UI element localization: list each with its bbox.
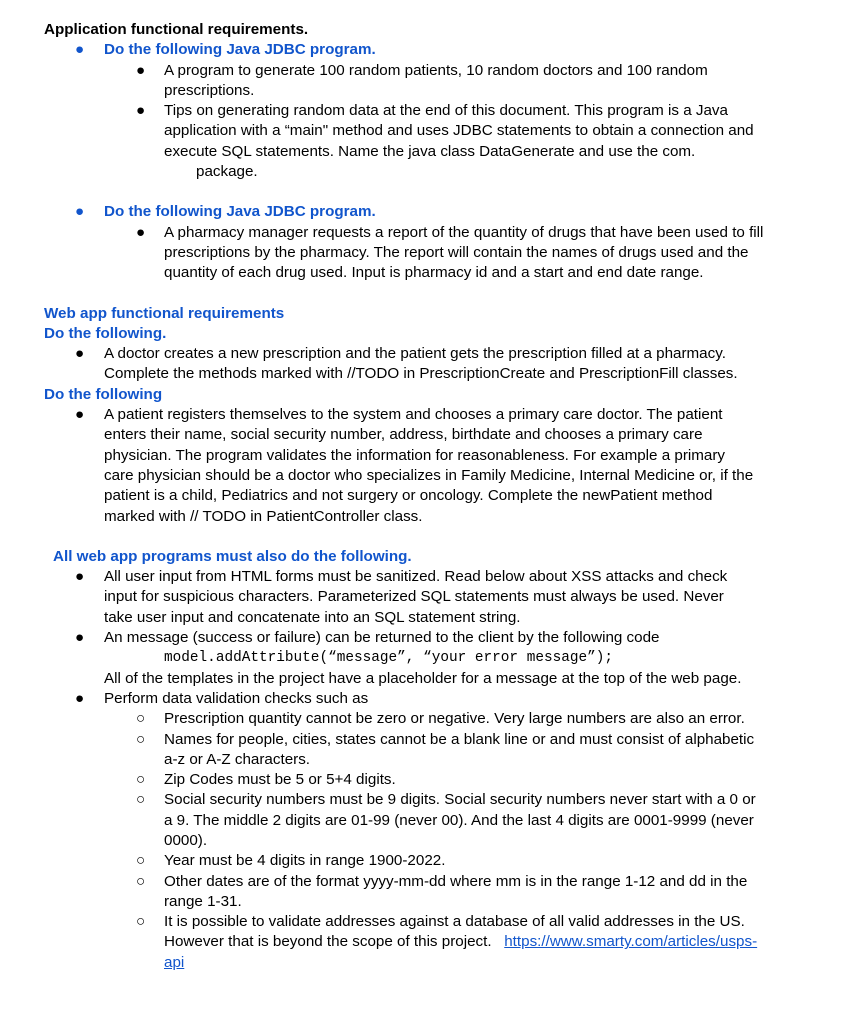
bullet-icon: ● — [75, 568, 85, 586]
text-line: input for suspicious characters. Parameterized SQL statements must always be used. Never — [104, 588, 724, 606]
code-snippet: model.addAttribute(“message”, “your error message”); — [164, 650, 614, 667]
bullet-icon: ● — [75, 406, 85, 424]
text-line: All of the templates in the project have a placeholder for a message at the top of the web page. — [104, 669, 742, 687]
text-line: marked with // TODO in PatientController class. — [104, 507, 423, 525]
text-line: execute SQL statements. Name the java class DataGenerate and use the com. — [164, 142, 696, 160]
all-web-bullet-3 — [0, 689, 864, 709]
text-line: A doctor creates a new prescription and the patient gets the prescription filled at a pharmacy. — [104, 345, 726, 363]
app-req-item-2-label: Do the following Java JDBC program. — [104, 203, 376, 221]
check-item — [0, 790, 864, 851]
text-line: Tips on generating random data at the end of this document. This program is a Java — [164, 102, 728, 120]
text-line: An message (success or failure) can be returned to the client by the following code — [104, 629, 660, 647]
bullet-icon: ● — [75, 629, 85, 647]
text-line: range 1-31. — [164, 892, 242, 910]
smarty-usps-link-continued[interactable]: api — [164, 953, 185, 971]
text-line: A patient registers themselves to the system and chooses a primary care doctor. The patient — [104, 406, 723, 424]
app-req-item-1-label: Do the following Java JDBC program. — [104, 41, 376, 59]
text-line: a-z or A-Z characters. — [164, 750, 311, 768]
text-line: Perform data validation checks such as — [104, 689, 369, 707]
text-line: quantity of each drug used. Input is pharmacy id and a start and end date range. — [164, 264, 704, 282]
check-item — [0, 770, 864, 790]
bullet-icon: ● — [75, 689, 85, 707]
text-line — [164, 932, 864, 952]
web-sec2-item — [0, 405, 864, 527]
bullet-icon: ● — [75, 203, 85, 221]
bullet-icon: ● — [136, 223, 146, 241]
circle-bullet-icon: ○ — [136, 730, 146, 748]
text-line: All user input from HTML forms must be sanitized. Read below about XSS attacks and check — [104, 568, 728, 586]
check-item — [0, 709, 864, 729]
app-requirements-title: Application functional requirements. — [44, 21, 309, 38]
bullet-icon: ● — [75, 41, 85, 59]
bullet-icon: ● — [75, 345, 85, 363]
text-line: It is possible to validate addresses against a database of all valid addresses in the US. — [164, 913, 745, 931]
text-line: care physician should be a doctor who specializes in Family Medicine, Internal Medicine or, if the — [104, 466, 754, 484]
text-line: A program to generate 100 random patients, 10 random doctors and 100 random — [164, 61, 708, 79]
all-web-heading: All web app programs must also do the following. — [53, 547, 412, 565]
text-line: Year must be 4 digits in range 1900-2022. — [164, 852, 446, 870]
text-line: prescriptions by the pharmacy. The report will contain the names of drugs used and the — [164, 243, 749, 261]
text-line: a 9. The middle 2 digits are 01-99 (never 00). And the last 4 digits are 0001-9999 (never — [164, 811, 754, 829]
text-line: prescriptions. — [164, 81, 255, 99]
text-line: Complete the methods marked with //TODO in PrescriptionCreate and PrescriptionFill classes. — [104, 365, 738, 383]
text-line: 0000). — [164, 831, 208, 849]
web-sec1-item — [0, 344, 864, 385]
text-line: patient is a child, Pediatrics and not surgery or oncology. Complete the newPatient method — [104, 487, 713, 505]
bullet-icon: ● — [136, 102, 146, 120]
bullet-icon: ● — [136, 61, 146, 79]
text-line: Names for people, cities, states cannot be a blank line or and must consist of alphabetic — [164, 730, 755, 748]
circle-bullet-icon: ○ — [136, 710, 146, 728]
circle-bullet-icon: ○ — [136, 791, 146, 809]
app-req-1-sub-2 — [0, 101, 864, 182]
app-req-1-sub-1 — [0, 61, 864, 102]
web-sec1-heading: Do the following. — [44, 324, 167, 342]
text-line: take user input and concatenate into an SQL statement string. — [104, 608, 521, 626]
text-segment: However that is beyond the scope of this project. — [164, 933, 492, 951]
text-line: package. — [196, 163, 258, 181]
text-line: Social security numbers must be 9 digits. Social security numbers never start with a 0 or — [164, 791, 756, 809]
check-item — [0, 851, 864, 871]
text-line: A pharmacy manager requests a report of the quantity of drugs that have been used to fill — [164, 223, 764, 241]
check-item — [0, 730, 864, 771]
app-req-item-1 — [0, 40, 864, 60]
app-req-2-sub-1 — [0, 223, 864, 284]
smarty-usps-link[interactable]: https://www.smarty.com/articles/usps- — [504, 933, 758, 951]
text-line: physician. The program validates the information for reasonableness. For example a primary — [104, 446, 726, 464]
text-line: application with a “main" method and uses JDBC statements to obtain a connection and — [164, 122, 754, 140]
circle-bullet-icon: ○ — [136, 913, 146, 931]
text-line: Zip Codes must be 5 or 5+4 digits. — [164, 771, 396, 789]
check-item — [0, 872, 864, 913]
all-web-bullet-2 — [0, 628, 864, 689]
text-line: Other dates are of the format yyyy-mm-dd where mm is in the range 1-12 and dd in the — [164, 872, 748, 890]
text-line: Prescription quantity cannot be zero or negative. Very large numbers are also an error. — [164, 710, 745, 728]
web-sec2-heading: Do the following — [44, 385, 163, 403]
circle-bullet-icon: ○ — [136, 771, 146, 789]
all-web-bullet-1 — [0, 567, 864, 628]
app-req-item-2 — [0, 202, 864, 222]
text-line: enters their name, social security number, address, birthdate and chooses a primary care — [104, 426, 703, 444]
web-requirements-title: Web app functional requirements — [44, 304, 285, 322]
circle-bullet-icon: ○ — [136, 852, 146, 870]
check-item — [0, 912, 864, 973]
circle-bullet-icon: ○ — [136, 872, 146, 890]
